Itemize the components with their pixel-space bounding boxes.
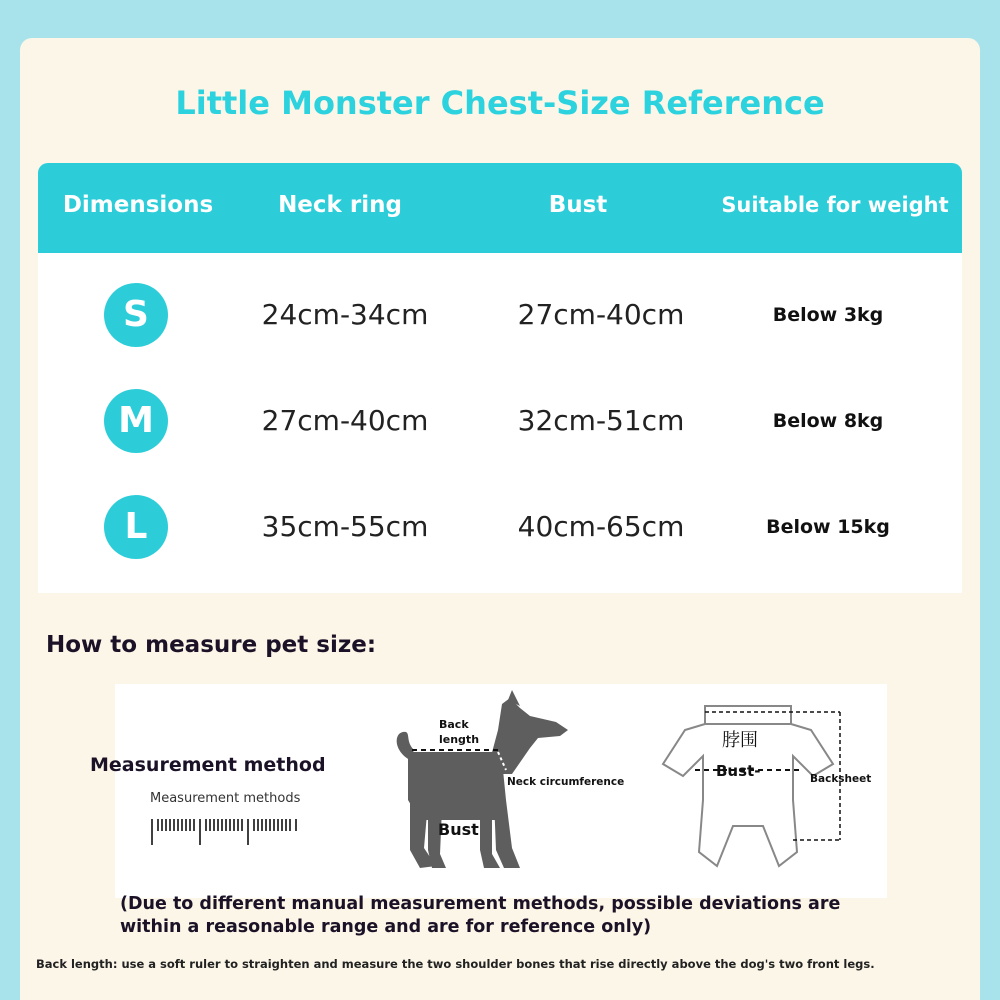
dog-bust-label: Bust (438, 820, 479, 839)
header-neck-ring: Neck ring (278, 192, 402, 218)
size-badge: S (104, 283, 168, 347)
table-row (38, 495, 962, 595)
size-badge: M (104, 389, 168, 453)
bust-cell: 40cm-65cm (517, 510, 685, 543)
measurement-method-label: Measurement method (90, 754, 326, 776)
weight-cell: Below 15kg (766, 516, 890, 538)
dog-length-label: length (439, 733, 480, 746)
size-badge: L (104, 495, 168, 559)
table-row (38, 283, 962, 383)
size-table-header (38, 163, 962, 253)
weight-cell: Below 3kg (772, 304, 884, 326)
bust-cell: 32cm-51cm (517, 404, 685, 437)
dog-back-label: Back (439, 718, 469, 731)
size-table-body (38, 253, 962, 593)
ruler-icon (150, 815, 300, 847)
neck-cell: 35cm-55cm (261, 510, 429, 543)
header-bust: Bust (548, 192, 608, 218)
howto-heading: How to measure pet size: (46, 632, 377, 658)
bust-cell: 27cm-40cm (517, 298, 685, 331)
shirt-backsheet-label: Backsheet (810, 773, 872, 785)
page-title: Little Monster Chest-Size Reference (175, 84, 825, 122)
shirt-neck-label: 脖围 (722, 730, 758, 751)
header-weight: Suitable for weight (721, 193, 949, 217)
back-length-note: Back length: use a soft ruler to straighten and measure the two shoulder bones that rise directly above the dog's two front legs. (36, 957, 875, 971)
weight-cell: Below 8kg (772, 410, 884, 432)
shirt-bust-label: Bust- (716, 762, 761, 780)
header-dimensions: Dimensions (62, 192, 214, 218)
neck-cell: 24cm-34cm (261, 298, 429, 331)
neck-cell: 27cm-40cm (261, 404, 429, 437)
measurement-note: (Due to different manual measurement methods, possible deviations are within a reasonable range and are for reference only) (120, 894, 841, 937)
dog-neck-label: Neck circumference (507, 776, 625, 788)
measurement-methods-caption: Measurement methods (150, 791, 301, 806)
table-row (38, 389, 962, 489)
